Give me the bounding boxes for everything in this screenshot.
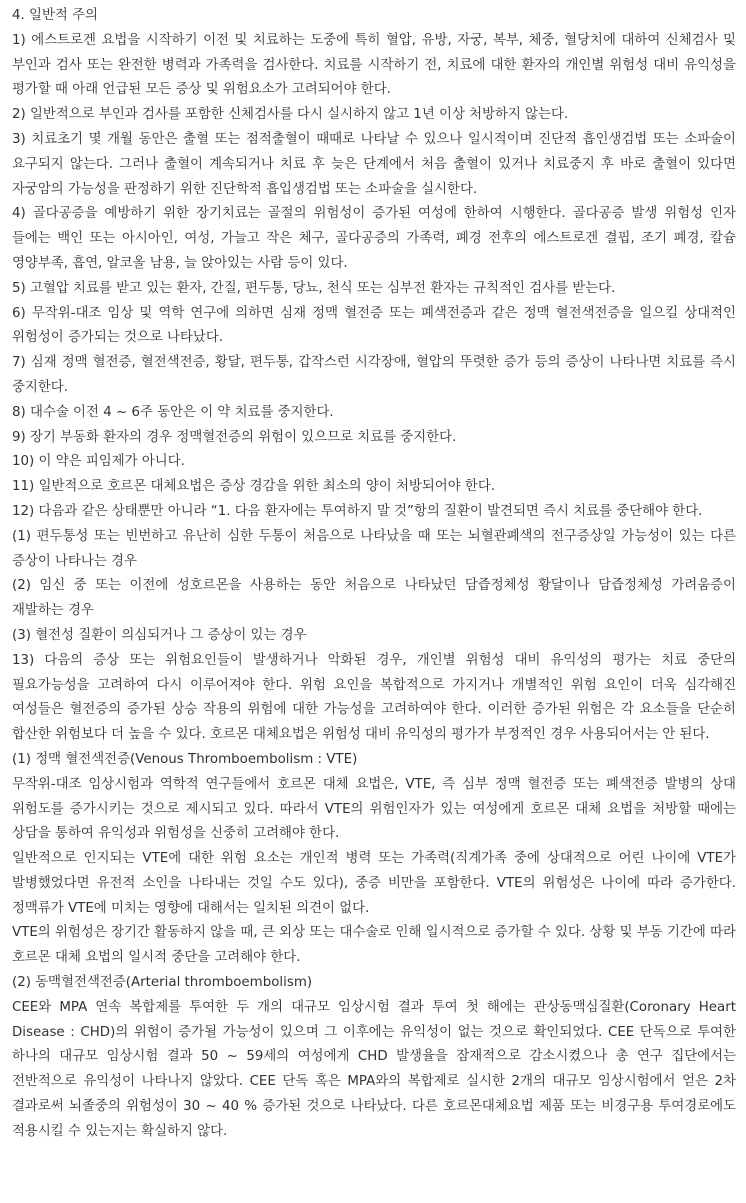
paragraph-12-1: (1) 편두통성 또는 빈번하고 유난히 심한 두통이 처음으로 나타났을 때 또는 뇌혈관폐색의 전구증상일 가능성이 있는 다른 증상이 나타나는 경우	[12, 528, 736, 569]
paragraph-7: 7) 심재 정맥 혈전증, 혈전색전증, 황달, 편두통, 갑작스런 시각장애, 혈압의 뚜렷한 증가 등의 증상이 나타나면 치료를 즉시 중지한다.	[12, 355, 736, 395]
section-title: 4. 일반적 주의	[12, 8, 98, 23]
paragraph-12: 12) 다음과 같은 상태뿐만 아니라 “1. 다음 환자에는 투여하지 말 것”항의 질환이 발견되면 즉시 치료를 중단해야 한다.	[12, 503, 703, 519]
paragraph-vte-3: VTE의 위험성은 장기간 활동하지 않을 때, 큰 외상 또는 대수술로 인해 일시적으로 증가할 수 있다. 상황 및 부동 기간에 따라 호르몬 대체 요법의 일시적 중단을 고려해야 한다.	[12, 925, 736, 966]
paragraph-8: 8) 대수술 이전 4 ~ 6주 동안은 이 약 치료를 중지한다.	[12, 404, 334, 420]
paragraph-5: 5) 고혈압 치료를 받고 있는 환자, 간질, 편두통, 당뇨, 천식 또는 심부전 환자는 규칙적인 검사를 받는다.	[12, 280, 616, 296]
paragraph-12-2: (2) 임신 중 또는 이전에 성호르몬을 사용하는 동안 처음으로 나타났던 담즙정체성 황달이나 담즙정체성 가려움증이 재발하는 경우	[12, 578, 736, 619]
subheading-vte: (1) 정맥 혈전색전증(Venous Thromboembolism : VTE)	[12, 751, 358, 767]
paragraph-12-3: (3) 혈전성 질환이 의심되거나 그 증상이 있는 경우	[12, 627, 307, 643]
paragraph-2: 2) 일반적으로 부인과 검사를 포함한 신체검사를 다시 실시하지 않고 1년 이상 처방하지 않는다.	[12, 107, 569, 123]
paragraph-9: 9) 장기 부동화 환자의 경우 정맥혈전증의 위험이 있으므로 치료를 중지한다.	[12, 429, 457, 445]
subheading-arterial: (2) 동맥혈전색전증(Arterial thromboembolism)	[12, 975, 313, 991]
paragraph-10: 10) 이 약은 피임제가 아니다.	[12, 454, 185, 470]
paragraph-4: 4) 골다공증을 예방하기 위한 장기치료는 골절의 위험성이 증가된 여성에 한하여 시행한다. 골다공증 발생 위험성 인자 들에는 백인 또는 아시아인, 여성, 가늘고 작은 체구, 골다공증의 가족력, 폐경 전후의 에스트로겐 결핍, 조기 폐경, 칼슘 영양부족, 흡연, 알코올 남용, 늘 앉아있는 사람 등이 있다.	[12, 206, 736, 271]
paragraph-3: 3) 치료초기 몇 개월 동안은 출혈 또는 점적출혈이 때때로 나타날 수 있으나 일시적이며 진단적 흡인생검법 또는 소파술이 요구되지 않는다. 그러나 출혈이 계속되거나 치료 후 늦은 단계에서 처음 출혈이 있거나 치료중지 후 바로 출혈이 있다면 자궁암의 가능성을 판정하기 위한 진단학적 흡입생검법 또는 소파술을 실시한다.	[12, 131, 736, 197]
paragraph-vte-2: 일반적으로 인지되는 VTE에 대한 위험 요소는 개인적 병력 또는 가족력(직계가족 중에 상대적으로 어린 나이에 VTE가 발병했었다면 유전적 소인을 나타내는 것일 수도 있다), 중증 비만을 포함한다. VTE의 위험성은 나이에 따라 증가한다. 정맥류가 VTE에 미치는 영향에 대해서는 일치된 의견이 없다.	[12, 851, 736, 916]
paragraph-11: 11) 일반적으로 호르몬 대체요법은 증상 경감을 위한 최소의 양이 처방되어야 한다.	[12, 479, 496, 495]
paragraph-1: 1) 에스트로겐 요법을 시작하기 이전 및 치료하는 도중에 특히 혈압, 유방, 자궁, 복부, 체중, 혈당치에 대하여 신체검사 및 부인과 검사 또는 완전한 병력과 가족력을 검사한다. 치료를 시작하기 전, 치료에 대한 환자의 개인별 위험성 대비 유익성을 평가할 때 아래 언급된 모든 증상 및 위험요소가 고려되어야 한다.	[12, 32, 736, 98]
paragraph-13: 13) 다음의 증상 또는 위험요인들이 발생하거나 악화된 경우, 개인별 위험성 대비 유익성의 평가는 치료 중단의 필요가능성을 고려하여 다시 이루어져야 한다. 위험 요인을 복합적으로 가지거나 개별적인 위험 요인이 더욱 심각해진 여성들은 혈전증의 증가된 상승 작용의 위험에 대한 가능성을 고려하여야 한다. 이러한 증가된 위험은 각 요소들을 단순히 합산한 위험보다 더 높을 수 있다. 호르몬 대체요법은 위험성 대비 유익성의 평가가 부정적인 경우 사용되어서는 안 된다.	[12, 652, 736, 743]
paragraph-arterial-1: CEE와 MPA 연속 복합제를 투여한 두 개의 대규모 임상시험 결과 투여 첫 해에는 관상동맥심질환(Coronary Heart Disease : CHD)의 위험이 증가될 가능성이 있으며 그 이후에는 유익성이 없는 것으로 확인되었다. CEE 단독으로 투여한 하나의 대규모 임상시험 결과 50 ~ 59세의 여성에게 CHD 발생율을 잠재적으로 감소시켰으나 총 연구 집단에서는 전반적으로 유익성이 나타나지 않았다. CEE 단독 혹은 MPA와의 복합제로 실시한 2개의 대규모 임상시험에서 얻은 2차 결과로써 뇌졸중의 위험성이 30 ~ 40 % 증가된 것으로 나타났다. 다른 호르몬대체요법 제품 또는 비경구용 투여경로에도 적용시킬 수 있는지는 확실하지 않다.	[12, 999, 736, 1139]
paragraph-vte-1: 무작위-대조 임상시험과 역학적 연구들에서 호르몬 대체 요법은, VTE, 즉 심부 정맥 혈전증 또는 폐색전증 발병의 상대 위험도를 증가시키는 것으로 제시되고 있다. 따라서 VTE의 위험인자가 있는 여성에게 호르몬 대체 요법을 처방할 때에는 상담을 통하여 유익성과 위험성을 신중히 고려해야 한다.	[12, 776, 736, 842]
paragraph-6: 6) 무작위-대조 임상 및 역학 연구에 의하면 심재 정맥 혈전증 또는 폐색전증과 같은 정맥 혈전색전증을 일으킬 상대적인 위험성이 증가되는 것으로 나타났다.	[12, 305, 736, 346]
